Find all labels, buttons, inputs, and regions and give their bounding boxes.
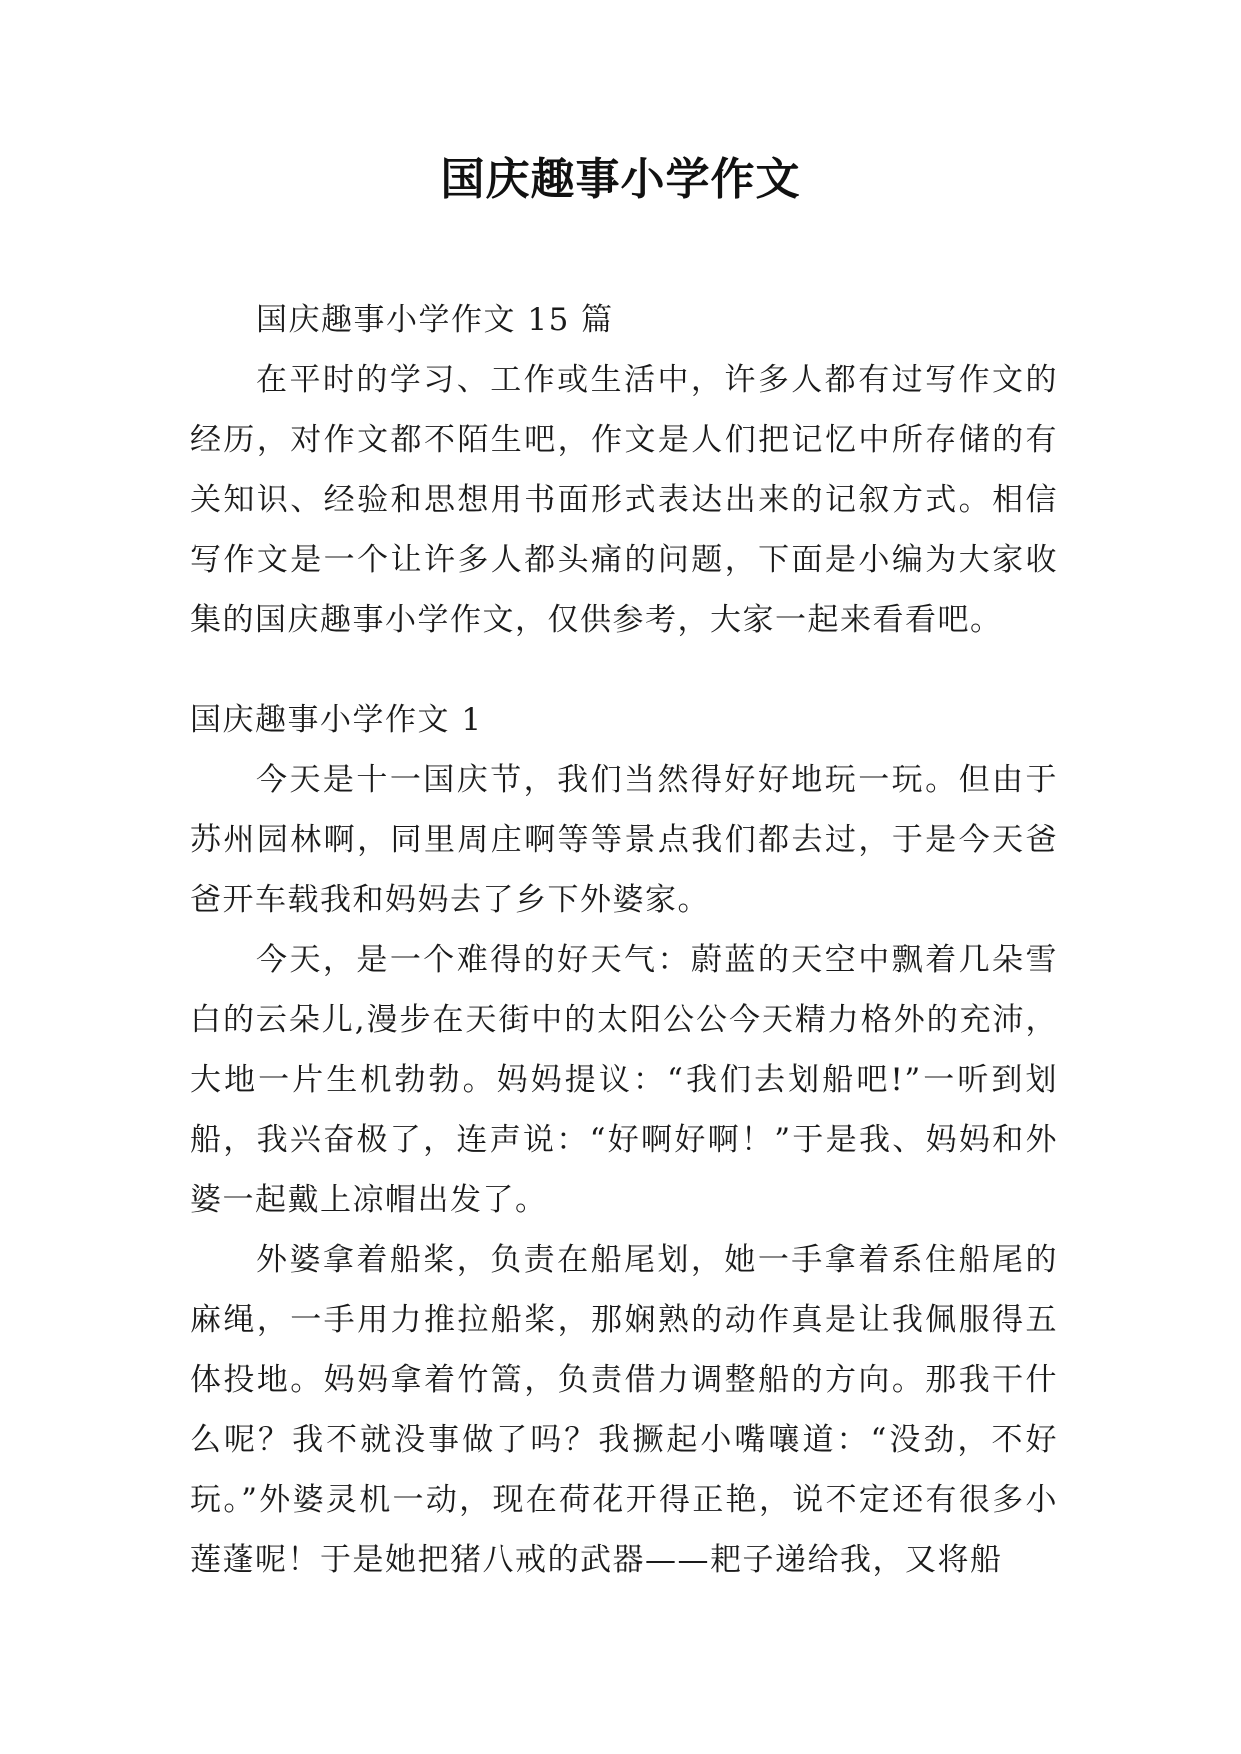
essay-paragraph-1: 今天是十一国庆节，我们当然得好好地玩一玩。但由于苏州园林啊，同里周庄啊等等景点我们都去过，于是今天爸爸开车载我和妈妈去了乡下外婆家。 [190, 762, 1058, 918]
essay-paragraph-3: 外婆拿着船桨，负责在船尾划，她一手拿着系住船尾的麻绳，一手用力推拉船桨，那娴熟的动作真是让我佩服得五体投地。妈妈拿着竹篙，负责借力调整船的方向。那我干什么呢？我不就没事做了吗？我撅起小嘴嚷道：“没劲，不好玩。”外婆灵机一动，现在荷花开得正艳，说不定还有很多小莲蓬呢！于是她把猪八戒的武器——耙子递给我，又将船 [190, 1242, 1058, 1578]
document-subtitle: 国庆趣事小学作文 15 篇 [256, 302, 614, 338]
document-title: 国庆趣事小学作文 [440, 154, 801, 205]
intro-paragraph: 在平时的学习、工作或生活中，许多人都有过写作文的经历，对作文都不陌生吧，作文是人们把记忆中所存储的有关知识、经验和思想用书面形式表达出来的记叙方式。相信写作文是一个让许多人都头痛的问题，下面是小编为大家收集的国庆趣事小学作文，仅供参考，大家一起来看看吧。 [190, 362, 1058, 638]
essay-paragraph-2: 今天，是一个难得的好天气：蔚蓝的天空中飘着几朵雪白的云朵儿,漫步在天街中的太阳公公今天精力格外的充沛，大地一片生机勃勃。妈妈提议：“我们去划船吧!”一听到划船，我兴奋极了，连声说：“好啊好啊！”于是我、妈妈和外婆一起戴上凉帽出发了。 [190, 942, 1058, 1218]
essay-heading: 国庆趣事小学作文 1 [190, 702, 483, 738]
